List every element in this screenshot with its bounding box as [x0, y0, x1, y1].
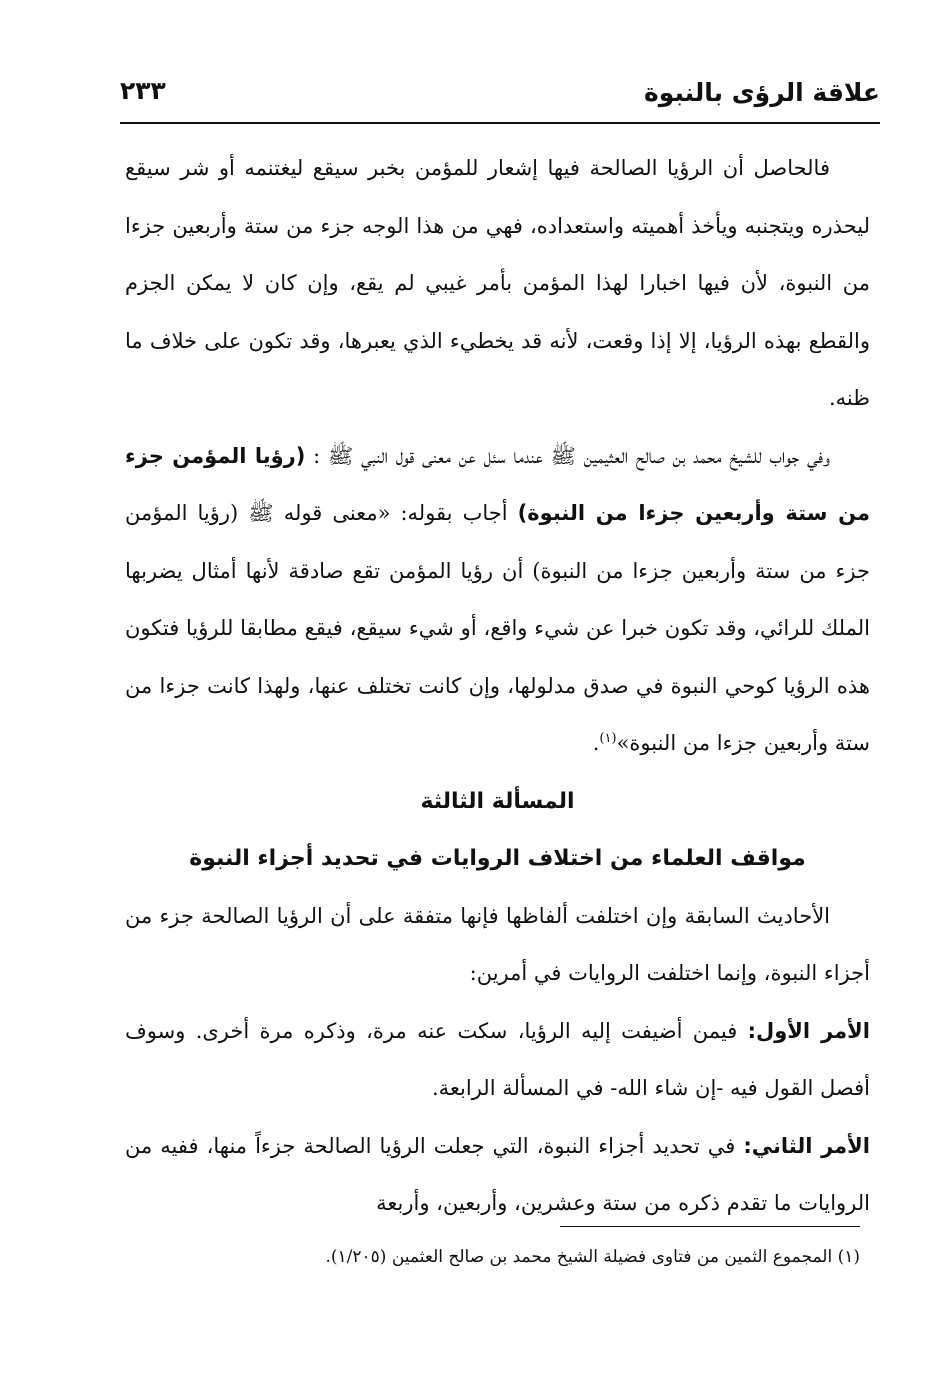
- footnote-marker: (١): [599, 731, 617, 746]
- first-matter-text: فيمن أضيفت إليه الرؤيا، سكت عنه مرة، وذكره مرة أخرى. وسوف أفصل القول فيه -إن شاء الله- في المسألة الرابعة.: [125, 1018, 870, 1100]
- section-heading: المسألة الثالثة: [420, 788, 575, 814]
- paragraph-2-end: .: [592, 731, 600, 755]
- paragraph-2-intro: وفي جواب للشيخ محمد بن صالح العثيمين ﷺ عندما سئل عن معنى قول النبي ﷺ :: [313, 443, 831, 468]
- body-text: [125, 140, 870, 1233]
- first-matter-label: الأمر الأول:: [747, 1018, 870, 1043]
- page-number: ٢٣٣: [120, 76, 166, 105]
- paragraph-2-answer: أجاب بقوله: «معنى قوله ﷺ (رؤيا المؤمن جزء من ستة وأربعين جزءا من النبوة) أن رؤيا المؤمن تقع صادقة لأنها أمثال يضربها الملك للرائي، وقد تكون خبرا عن شيء واقع، أو شيء سيقع، فيقع مطابقا للرؤيا فتكون هذه الرؤيا كوحي النبوة في صدق مدلولها، وإن كانت تختلف عنها، ولهذا كانت جزءا من ستة وأربعين جزءا من النبوة»: [125, 501, 870, 755]
- second-matter-label: الأمر الثاني:: [743, 1133, 870, 1158]
- hadith-quote: (رؤيا المؤمن جزء من ستة وأربعين جزءا من النبوة): [125, 443, 870, 525]
- paragraph-1: فالحاصل أن الرؤيا الصالحة فيها إشعار للمؤمن بخبر سيقع ليغتنمه أو شر سيقع ليحذره ويتجنبه ويأخذ أهميته واستعداده، فهي من هذا الوجه جزء من ستة وأربعين جزءا من النبوة، لأن فيها اخبارا لهذا المؤمن بأمر غيبي لم يقع، وإن كان لا يمكن الجزم والقطع بهذه الرؤيا، إلا إذا وقعت، لأنه قد يخطيء الذي يعبرها، وقد تكون على خلاف ما ظنه.: [125, 156, 870, 410]
- footnote: (١) المجموع الثمين من فتاوى فضيلة الشيخ محمد بن صالح العثمين (١/٢٠٥).: [325, 1247, 860, 1267]
- paragraph-5: [125, 1118, 870, 1233]
- paragraph-4: [125, 1003, 870, 1118]
- paragraph-3: الأحاديث السابقة وإن اختلفت ألفاظها فإنها متفقة على أن الرؤيا الصالحة جزء من أجزاء النبوة، وإنما اختلفت الروايات في أمرين:: [125, 903, 870, 985]
- footnote-divider: [560, 1226, 860, 1227]
- section-subheading: مواقف العلماء من اختلاف الروايات في تحديد أجزاء النبوة: [189, 846, 806, 871]
- second-matter-text: في تحديد أجزاء النبوة، التي جعلت الرؤيا الصالحة جزءاً منها، ففيه من الروايات ما تقدم ذكره من ستة وعشرين، وأربعين، وأربعة: [125, 1133, 870, 1215]
- running-title: علاقة الرؤى بالنبوة: [644, 78, 880, 107]
- paragraph-2: [125, 428, 870, 773]
- page-header: [120, 70, 880, 124]
